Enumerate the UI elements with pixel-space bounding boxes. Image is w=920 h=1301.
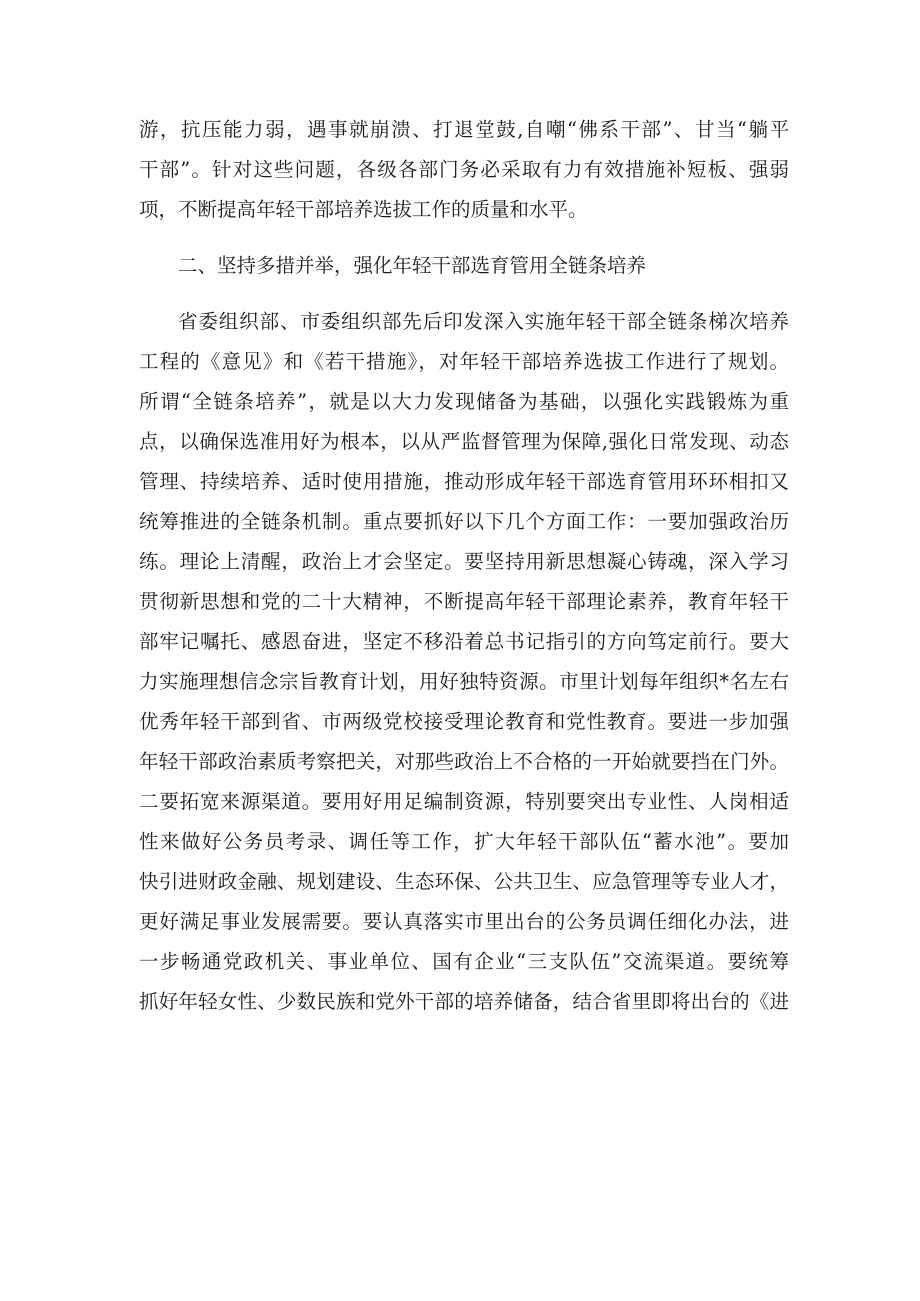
text-line: 点，以确保选准用好为根本，以从严监督管理为保障,强化日常发现、动态 [139,430,789,453]
heading-line: 二、坚持多措并举，强化年轻干部选育管用全链条培养 [178,254,647,277]
text-line: 优秀年轻干部到省、市两级党校接受理论教育和党性教育。要进一步加强 [139,710,789,733]
text-line: 工程的《意见》和《若干措施》，对年轻干部培养选拔工作进行了规划。 [139,350,789,373]
paragraph-spacer [139,230,789,246]
text-line: 练。理论上清醒，政治上才会坚定。要坚持用新思想凝心铸魂，深入学习 [139,550,789,573]
text-line: 管理、持续培养、适时使用措施，推动形成年轻干部选育管用环环相扣又 [139,470,789,493]
paragraph-continuation [139,110,789,230]
text-line: 部牢记嘱托、感恩奋进，坚定不移沿着总书记指引的方向笃定前行。要大 [139,630,789,653]
text-line: 省委组织部、市委组织部先后印发深入实施年轻干部全链条梯次培养 [178,310,789,333]
paragraph-body [139,302,789,1022]
text-line: 二要拓宽来源渠道。要用好用足编制资源，特别要突出专业性、人岗相适 [139,790,789,813]
text-line: 游，抗压能力弱，遇事就崩溃、打退堂鼓,自嘲“佛系干部”、甘当“躺平 [139,118,789,141]
document-body [139,110,789,1022]
text-line: 抓好年轻女性、少数民族和党外干部的培养储备，结合省里即将出台的《进 [139,990,789,1013]
section-heading [139,246,789,286]
paragraph-spacer [139,286,789,302]
text-line: 贯彻新思想和党的二十大精神，不断提高年轻干部理论素养，教育年轻干 [139,590,789,613]
text-line: 快引进财政金融、规划建设、生态环保、公共卫生、应急管理等专业人才， [139,870,789,893]
text-line: 干部”。针对这些问题，各级各部门务必采取有力有效措施补短板、强弱 [139,158,789,181]
text-line: 所谓“全链条培养”，就是以大力发现储备为基础，以强化实践锻炼为重 [139,390,789,413]
text-line: 更好满足事业发展需要。要认真落实市里出台的公务员调任细化办法，进 [139,910,789,933]
text-line: 力实施理想信念宗旨教育计划，用好独特资源。市里计划每年组织*名左右 [139,670,789,693]
text-line: 统筹推进的全链条机制。重点要抓好以下几个方面工作：一要加强政治历 [139,510,789,533]
text-line: 项，不断提高年轻干部培养选拔工作的质量和水平。 [139,198,588,221]
text-line: 性来做好公务员考录、调任等工作，扩大年轻干部队伍“蓄水池”。要加 [139,830,789,853]
text-line: 年轻干部政治素质考察把关，对那些政治上不合格的一开始就要挡在门外。 [139,750,789,773]
text-line: 一步畅通党政机关、事业单位、国有企业“三支队伍”交流渠道。要统筹 [139,950,789,973]
